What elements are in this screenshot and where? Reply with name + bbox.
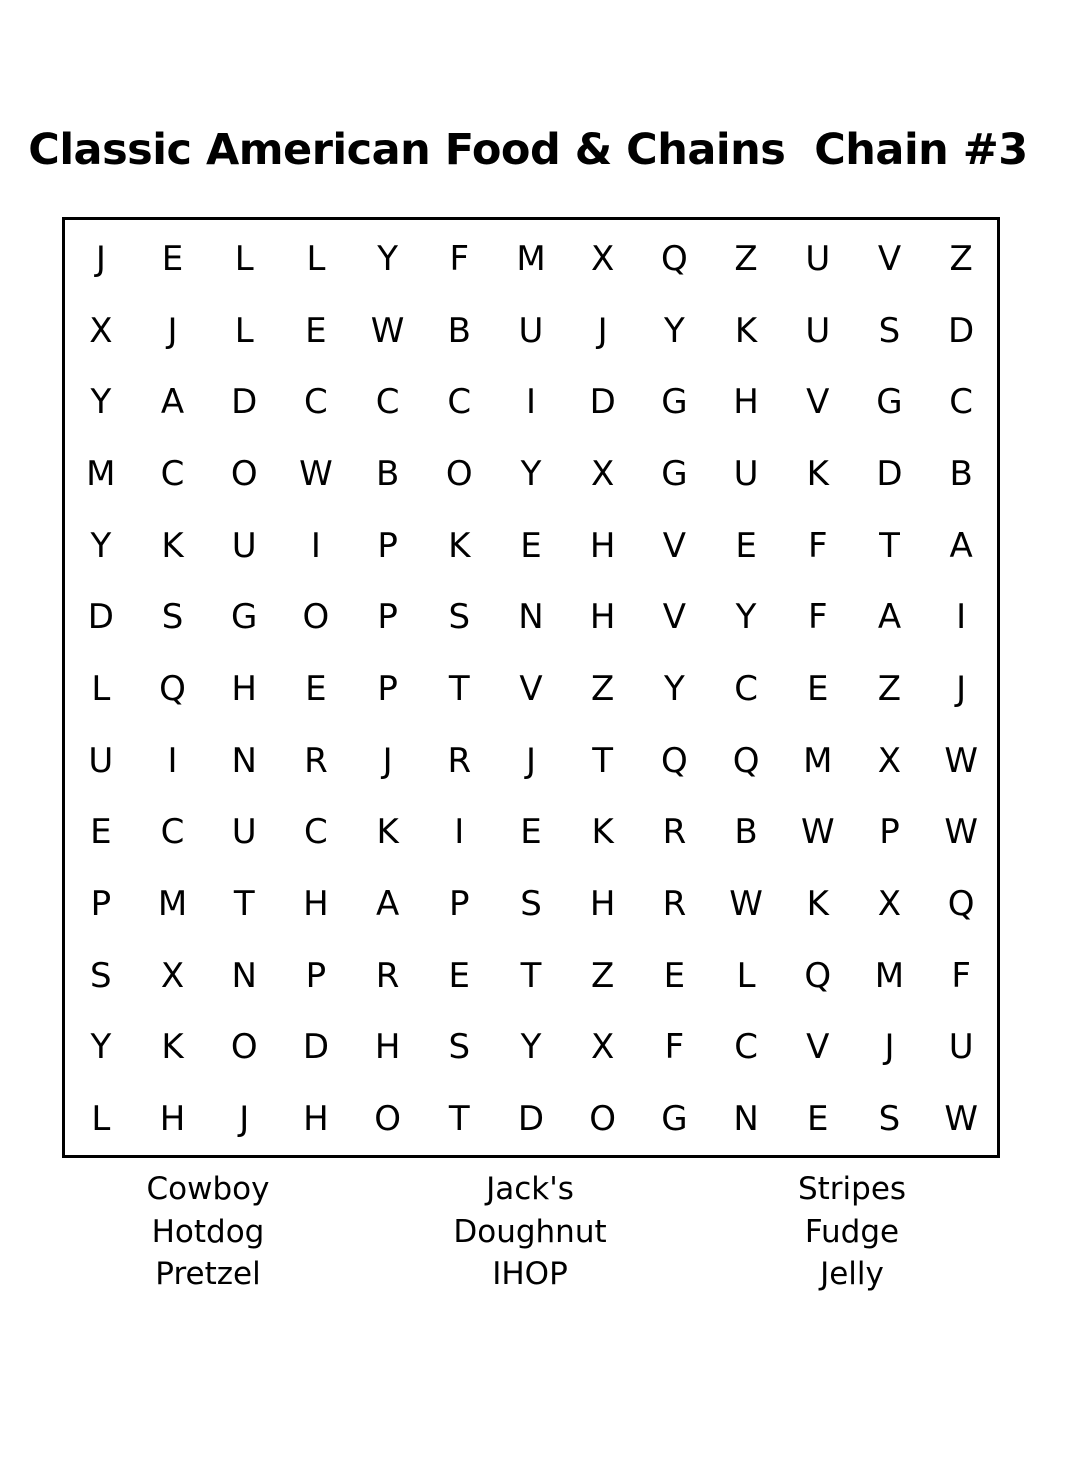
grid-cell[interactable]: K: [448, 525, 471, 566]
grid-cell[interactable]: L: [91, 668, 111, 709]
grid-cell[interactable]: L: [234, 310, 254, 351]
grid-cell[interactable]: P: [879, 812, 900, 853]
grid-cell[interactable]: R: [375, 955, 400, 996]
grid-cell[interactable]: C: [447, 382, 472, 423]
grid-cell[interactable]: K: [161, 1027, 184, 1068]
word-column: [354, 1168, 706, 1296]
grid-cell[interactable]: T: [879, 525, 900, 566]
grid-cell[interactable]: O: [589, 1099, 617, 1140]
grid-cell[interactable]: K: [734, 310, 758, 351]
grid-cell[interactable]: F: [807, 525, 828, 566]
grid-cell[interactable]: Z: [734, 238, 758, 279]
word-list-item: Jack's: [486, 1171, 574, 1207]
grid-cell[interactable]: H: [374, 1027, 401, 1068]
grid-cell[interactable]: G: [661, 1099, 688, 1140]
grid-cell[interactable]: Y: [663, 310, 685, 351]
grid-cell[interactable]: Y: [735, 597, 757, 638]
grid-cell[interactable]: G: [876, 382, 903, 423]
grid-cell[interactable]: X: [877, 884, 902, 925]
grid-cell[interactable]: J: [884, 1027, 895, 1068]
grid-cell[interactable]: A: [949, 525, 973, 566]
grid-cell[interactable]: P: [305, 955, 327, 996]
grid-cell[interactable]: W: [729, 884, 763, 925]
grid-cell[interactable]: H: [303, 884, 329, 925]
grid-cell[interactable]: W: [944, 812, 978, 853]
grid-cell[interactable]: C: [304, 812, 328, 853]
grid-cell[interactable]: E: [161, 238, 184, 279]
grid-cell[interactable]: B: [447, 310, 471, 351]
grid-cell[interactable]: E: [735, 525, 757, 566]
grid-cell[interactable]: H: [589, 884, 616, 925]
word-list: [62, 1168, 998, 1296]
grid-cell[interactable]: S: [520, 884, 542, 925]
grid-cell[interactable]: K: [591, 812, 614, 853]
grid-cell[interactable]: B: [734, 812, 758, 853]
grid-cell[interactable]: P: [377, 597, 398, 638]
grid-cell[interactable]: H: [159, 1099, 186, 1140]
grid-cell[interactable]: I: [956, 597, 967, 638]
grid-cell[interactable]: D: [87, 597, 114, 638]
grid-cell[interactable]: M: [86, 453, 116, 494]
grid-cell[interactable]: V: [806, 382, 830, 423]
grid-cell[interactable]: V: [877, 238, 902, 279]
word-column: [706, 1168, 998, 1296]
grid-cell[interactable]: K: [376, 812, 399, 853]
word-list-item: Pretzel: [155, 1256, 261, 1292]
grid-cell[interactable]: X: [877, 740, 902, 781]
grid-cell[interactable]: M: [803, 740, 833, 781]
grid-cell[interactable]: X: [591, 238, 615, 279]
grid-cell[interactable]: E: [90, 812, 112, 853]
grid-cell[interactable]: W: [800, 812, 835, 853]
grid-cell[interactable]: J: [525, 740, 536, 781]
grid-cell[interactable]: Y: [377, 238, 398, 279]
grid-cell[interactable]: W: [944, 740, 978, 781]
grid-cell[interactable]: Z: [949, 238, 973, 279]
grid-cell[interactable]: X: [160, 955, 185, 996]
grid-cell[interactable]: E: [305, 310, 327, 351]
grid-cell[interactable]: P: [377, 668, 398, 709]
grid-cell[interactable]: U: [88, 740, 114, 781]
grid-cell[interactable]: T: [448, 1099, 470, 1140]
grid-cell[interactable]: O: [230, 453, 258, 494]
word-list-item: Stripes: [797, 1171, 907, 1207]
grid-cell[interactable]: U: [231, 812, 257, 853]
grid-cell[interactable]: I: [167, 740, 178, 781]
grid-cell[interactable]: Y: [90, 525, 112, 566]
grid-cell[interactable]: Y: [520, 453, 542, 494]
word-list-item: Fudge: [804, 1213, 900, 1250]
grid-cell[interactable]: I: [525, 382, 536, 423]
grid-cell[interactable]: Z: [591, 668, 615, 709]
grid-cell[interactable]: Q: [804, 955, 832, 996]
grid-cell[interactable]: M: [157, 884, 188, 925]
grid-cell[interactable]: E: [520, 812, 542, 853]
grid-cell[interactable]: Z: [877, 668, 902, 709]
grid-cell[interactable]: O: [445, 453, 473, 494]
grid-cell[interactable]: W: [299, 453, 333, 494]
grid-cell[interactable]: N: [231, 740, 257, 781]
grid-cell[interactable]: A: [375, 884, 400, 925]
grid-cell[interactable]: F: [951, 955, 971, 996]
grid-cell[interactable]: C: [160, 812, 185, 853]
grid-cell[interactable]: A: [877, 597, 902, 638]
grid-cell[interactable]: K: [161, 525, 184, 566]
grid-cell[interactable]: O: [374, 1099, 401, 1140]
word-column: [62, 1168, 354, 1296]
grid-cell[interactable]: Y: [90, 382, 112, 423]
grid-cell[interactable]: O: [302, 597, 330, 638]
grid-cell[interactable]: I: [454, 812, 465, 853]
grid-cell[interactable]: N: [518, 597, 544, 638]
grid-cell[interactable]: H: [303, 1099, 329, 1140]
grid-cell[interactable]: U: [518, 310, 544, 351]
grid-cell[interactable]: A: [160, 382, 185, 423]
grid-cell[interactable]: E: [520, 525, 542, 566]
grid-cell[interactable]: G: [661, 453, 688, 494]
grid-cell[interactable]: H: [733, 382, 759, 423]
grid-cell[interactable]: C: [734, 668, 758, 709]
grid-cell[interactable]: X: [89, 310, 113, 351]
grid-cell[interactable]: I: [310, 525, 321, 566]
grid-cell[interactable]: E: [807, 1099, 829, 1140]
grid-cell[interactable]: H: [231, 668, 257, 709]
grid-cell[interactable]: D: [231, 382, 258, 423]
grid-cell[interactable]: E: [807, 668, 829, 709]
grid-cell[interactable]: J: [382, 740, 393, 781]
grid-cell[interactable]: P: [377, 525, 398, 566]
grid-cell[interactable]: S: [448, 597, 471, 638]
grid-cell[interactable]: R: [304, 740, 328, 781]
grid-cell[interactable]: Q: [660, 238, 688, 279]
grid-cell[interactable]: S: [878, 310, 901, 351]
grid-cell[interactable]: L: [306, 238, 326, 279]
grid-cell[interactable]: J: [597, 310, 608, 351]
grid-cell[interactable]: V: [662, 597, 686, 638]
grid-cell[interactable]: C: [734, 1027, 758, 1068]
grid-cell[interactable]: K: [806, 884, 829, 925]
grid-cell[interactable]: E: [448, 955, 471, 996]
grid-cell[interactable]: L: [91, 1099, 111, 1140]
grid-cell[interactable]: W: [370, 310, 405, 351]
grid-cell[interactable]: M: [516, 238, 546, 279]
grid-cell[interactable]: R: [662, 884, 687, 925]
grid-cell[interactable]: T: [233, 884, 255, 925]
grid-cell[interactable]: L: [234, 238, 254, 279]
grid-cell[interactable]: P: [90, 884, 112, 925]
grid-cell[interactable]: L: [736, 955, 756, 996]
grid-cell[interactable]: F: [449, 238, 470, 279]
grid-cell[interactable]: Y: [520, 1027, 542, 1068]
grid-cell[interactable]: R: [447, 740, 472, 781]
grid-cell[interactable]: Q: [947, 884, 975, 925]
grid-cell[interactable]: D: [517, 1099, 545, 1140]
grid-cell[interactable]: W: [944, 1099, 978, 1140]
grid-cell[interactable]: T: [592, 740, 614, 781]
grid-cell[interactable]: G: [661, 382, 688, 423]
grid-cell[interactable]: R: [662, 812, 687, 853]
grid-cell[interactable]: Z: [591, 955, 615, 996]
grid-cell[interactable]: V: [806, 1027, 830, 1068]
grid-cell[interactable]: J: [239, 1099, 250, 1140]
grid-cell[interactable]: V: [662, 525, 686, 566]
grid-cell[interactable]: E: [305, 668, 327, 709]
grid-cell[interactable]: B: [375, 453, 400, 494]
word-list-item: IHOP: [492, 1256, 568, 1292]
grid-cell[interactable]: N: [231, 955, 257, 996]
grid-cell[interactable]: D: [589, 382, 616, 423]
letter-grid: [62, 217, 1000, 1158]
grid-cell[interactable]: P: [449, 884, 470, 925]
grid-cell[interactable]: J: [95, 238, 106, 279]
grid-cell[interactable]: N: [733, 1099, 759, 1140]
grid-cell[interactable]: U: [733, 453, 759, 494]
grid-cell[interactable]: S: [161, 597, 184, 638]
grid-cell[interactable]: C: [160, 453, 185, 494]
grid-cell[interactable]: O: [230, 1027, 258, 1068]
grid-cell[interactable]: C: [375, 382, 400, 423]
grid-cell[interactable]: D: [948, 310, 975, 351]
word-list-item: Jelly: [820, 1256, 884, 1292]
grid-cell[interactable]: U: [231, 525, 257, 566]
grid-cell[interactable]: Q: [159, 668, 186, 709]
grid-cell[interactable]: Y: [663, 668, 685, 709]
word-list-item: Cowboy: [146, 1171, 270, 1207]
grid-cell[interactable]: S: [90, 955, 112, 996]
grid-cell[interactable]: B: [949, 453, 973, 494]
grid-cell[interactable]: Y: [90, 1027, 112, 1068]
grid-cell[interactable]: J: [167, 310, 178, 351]
word-list-item: Doughnut: [453, 1213, 607, 1250]
grid-cell[interactable]: Q: [732, 740, 760, 781]
grid-cell[interactable]: Q: [660, 740, 688, 781]
puzzle-title: Classic American Food & Chains Chain #3: [28, 125, 1028, 175]
grid-cell[interactable]: T: [448, 668, 470, 709]
grid-cell[interactable]: C: [949, 382, 974, 423]
grid-cell[interactable]: D: [876, 453, 903, 494]
grid-cell[interactable]: H: [589, 525, 616, 566]
grid-cell[interactable]: H: [589, 597, 616, 638]
grid-cell[interactable]: V: [519, 668, 543, 709]
grid-cell[interactable]: X: [591, 1027, 615, 1068]
grid-cell[interactable]: U: [948, 1027, 974, 1068]
grid-cell[interactable]: F: [664, 1027, 685, 1068]
grid-cell[interactable]: M: [874, 955, 905, 996]
grid-cell[interactable]: S: [448, 1027, 471, 1068]
grid-cell[interactable]: T: [520, 955, 542, 996]
grid-cell[interactable]: U: [805, 310, 831, 351]
grid-cell[interactable]: F: [807, 597, 828, 638]
grid-cell[interactable]: S: [878, 1099, 901, 1140]
word-list-item: Hotdog: [151, 1213, 265, 1250]
grid-cell[interactable]: C: [304, 382, 328, 423]
grid-cell[interactable]: U: [805, 238, 831, 279]
grid-cell[interactable]: D: [302, 1027, 329, 1068]
grid-cell[interactable]: J: [956, 668, 967, 709]
grid-cell[interactable]: X: [591, 453, 615, 494]
grid-cell[interactable]: K: [806, 453, 829, 494]
grid-cell[interactable]: E: [663, 955, 686, 996]
grid-cell[interactable]: G: [231, 597, 258, 638]
